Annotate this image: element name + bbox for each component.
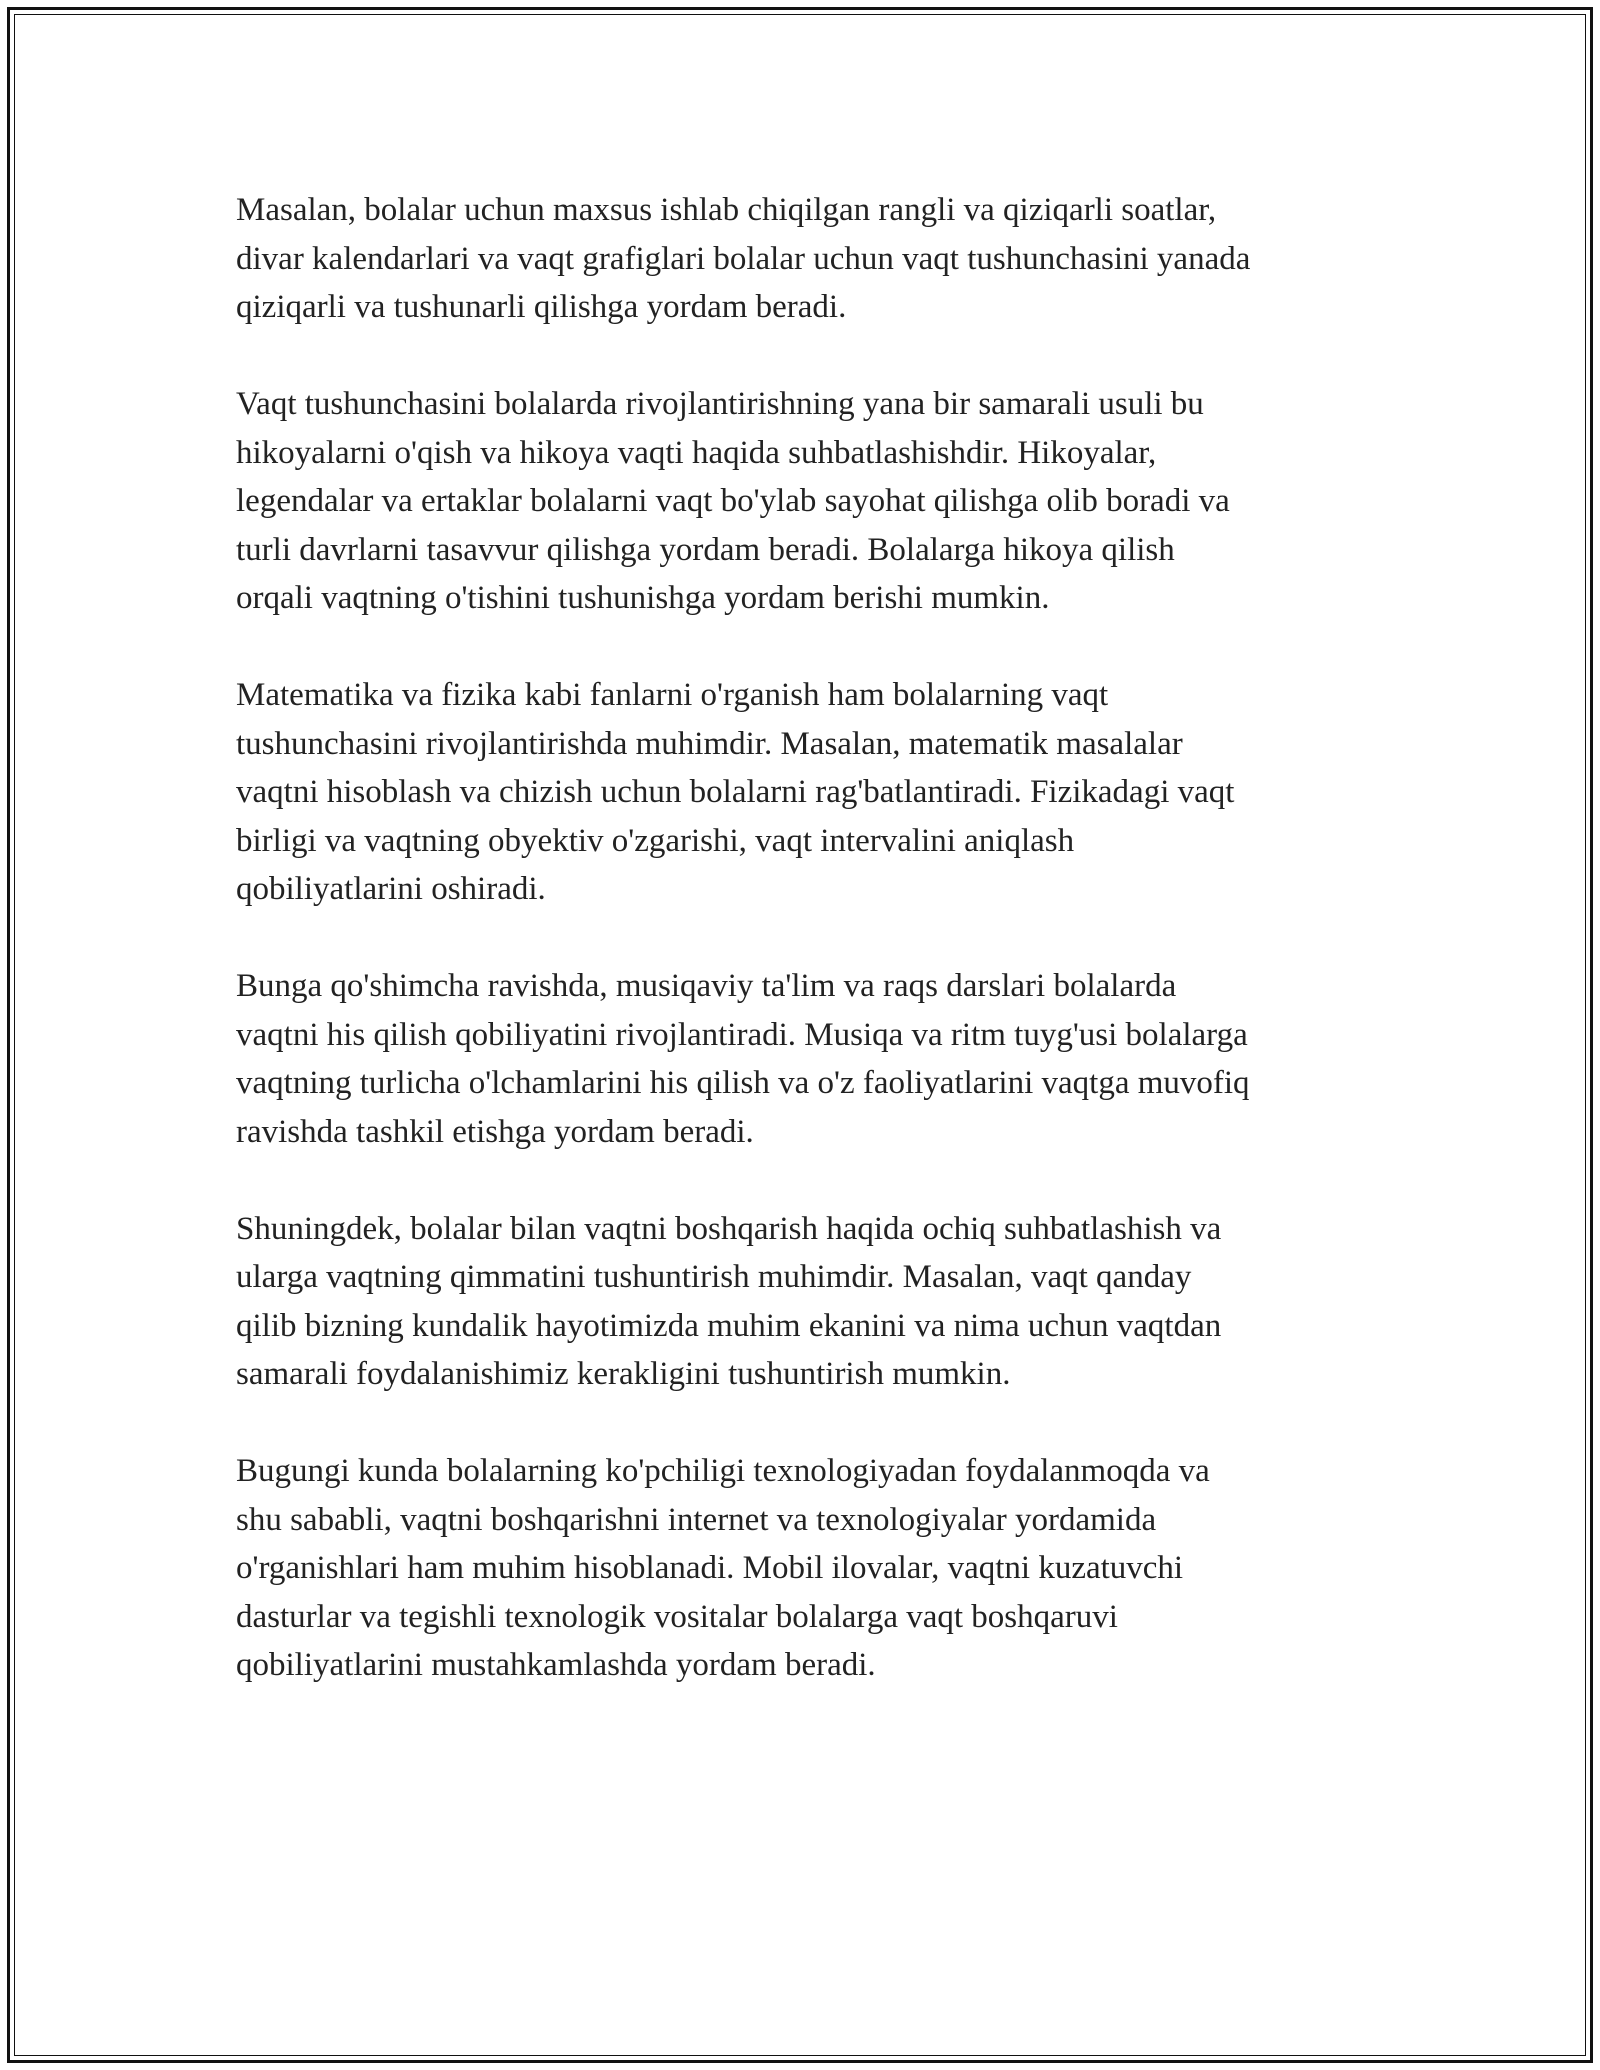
paragraph-6: Bugungi kunda bolalarning ko'pchiligi texnologiyadan foydalanmoqda va shu sababli, vaqtni boshqarishni internet va texnologiyalar yordamida o'rganishlari ham muhim hisoblanadi. Mobil ilovalar, vaqtni kuzatuvchi dasturlar va tegishli texnologik vositalar bolalarga vaqt boshqaruvi qobiliyatlarini mustahkamlashda yordam beradi. <box>236 1453 1210 1683</box>
paragraph-1: Masalan, bolalar uchun maxsus ishlab chiqilgan rangli va qiziqarli soatlar, divar kalendarlari va vaqt grafiglari bolalar uchun vaqt tushunchasini yanada qiziqarli va tushunarli qilishga yordam beradi. <box>236 192 1251 325</box>
document-body <box>236 186 1376 1738</box>
paragraph-4: Bunga qo'shimcha ravishda, musiqaviy ta'lim va raqs darslari bolalarda vaqtni his qilish qobiliyatini rivojlantiradi. Musiqa va ritm tuyg'usi bolalarga vaqtning turlicha o'lchamlarini his qilish va o'z faoliyatlarini vaqtga muvofiq ravishda tashkil etishga yordam beradi. <box>236 968 1250 1150</box>
paragraph-3: Matematika va fizika kabi fanlarni o'rganish ham bolalarning vaqt tushunchasini rivojlantirishda muhimdir. Masalan, matematik masalalar vaqtni hisoblash va chizish uchun bolalarni rag'batlantiradi. Fizikadagi vaqt birligi va vaqtning obyektiv o'zgarishi, vaqt intervalini aniqlash qobiliyatlarini oshiradi. <box>236 677 1235 907</box>
paragraph-2: Vaqt tushunchasini bolalarda rivojlantirishning yana bir samarali usuli bu hikoyalarni o'qish va hikoya vaqti haqida suhbatlashishdir. Hikoyalar, legendalar va ertaklar bolalarni vaqt bo'ylab sayohat qilishga olib boradi va turli davrlarni tasavvur qilishga yordam beradi. Bolalarga hikoya qilish orqali vaqtning o'tishini tushunishga yordam berishi mumkin. <box>236 386 1230 616</box>
paragraph-5: Shuningdek, bolalar bilan vaqtni boshqarish haqida ochiq suhbatlashish va ularga vaqtning qimmatini tushuntirish muhimdir. Masalan, vaqt qanday qilib bizning kundalik hayotimizda muhim ekanini va nima uchun vaqtdan samarali foydalanishimiz kerakligini tushuntirish mumkin. <box>236 1210 1222 1392</box>
